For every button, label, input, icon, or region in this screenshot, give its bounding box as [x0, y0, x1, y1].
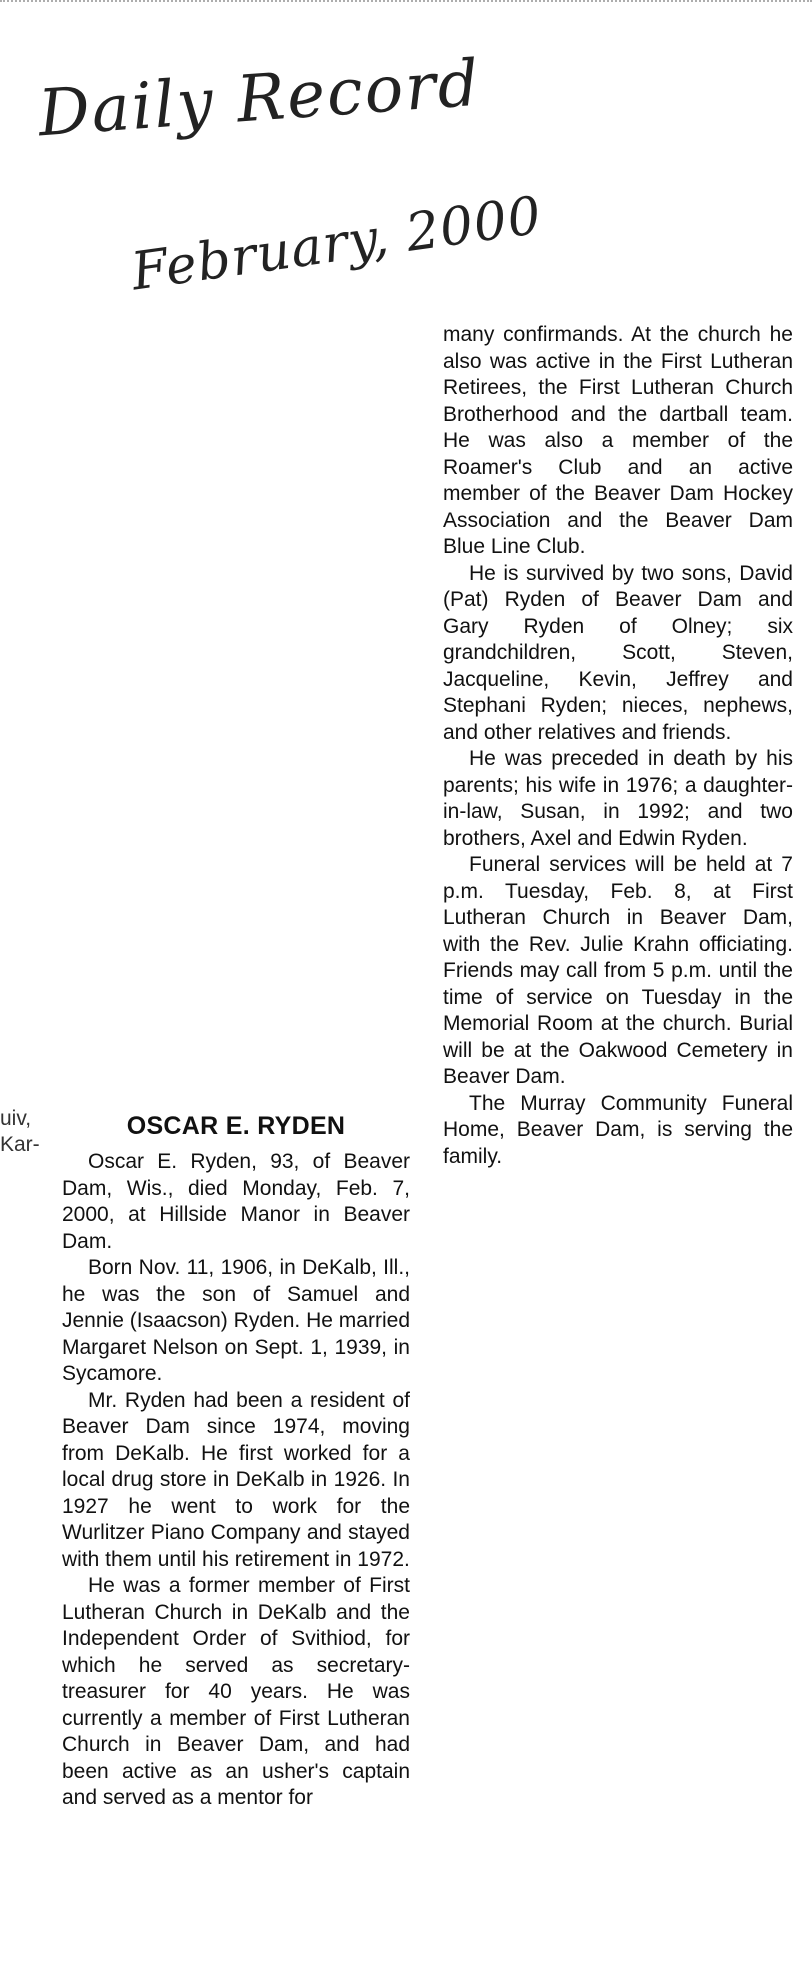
- article-right-column: [443, 322, 793, 1170]
- article-left-column: [62, 1149, 410, 1812]
- preceded-paragraph: He was preceded in death by his parents; his wife in 1976; a daughter-in-law, Susan, in 1992; and two brothers, Axel and Edwin Ryden.: [443, 747, 793, 850]
- career-paragraph: Mr. Ryden had been a resident of Beaver Dam since 1974, moving from DeKalb. He first worked for a local drug store in DeKalb in 1926. In 1927 he went to work for the Wurlitzer Piano Company and stayed with them until his retirement in 1972.: [62, 1388, 410, 1571]
- continuation-paragraph: many confirmands. At the church he also was active in the First Lutheran Retirees, the First Lutheran Church Brotherhood and the dartball team. He was also a member of the Roamer's Club and an active member of the Beaver Dam Hockey Association and the Beaver Dam Blue Line Club.: [443, 323, 793, 558]
- handwritten-publication: Daily Record: [35, 46, 483, 152]
- scan-edge-noise: [0, 0, 812, 8]
- services-paragraph: Funeral services will be held at 7 p.m. Tuesday, Feb. 8, at First Lutheran Church in Beaver Dam, with the Rev. Julie Krahn officiating. Friends may call from 5 p.m. until the time of service on Tuesday in the Memorial Room at the church. Burial will be at the Oakwood Cemetery in Beaver Dam.: [443, 853, 793, 1088]
- margin-fragment-line: Kar-: [0, 1133, 40, 1156]
- handwritten-date: February, 2000: [127, 185, 546, 303]
- survivors-paragraph: He is survived by two sons, David (Pat) Ryden of Beaver Dam and Gary Ryden of Olney; six grandchildren, Scott, Steven, Jacqueline, Kevin, Jeffrey and Stephani Ryden; nieces, nephews, and other relatives and friends.: [443, 561, 793, 744]
- church-paragraph: He was a former member of First Lutheran Church in DeKalb and the Independent Order of Svithiod, for which he served as secretary-treasurer for 40 years. He was currently a member of First Lutheran Church in Beaver Dam, and had been active as an usher's captain and served as a mentor for: [62, 1574, 410, 1809]
- margin-fragment: [0, 1106, 40, 1158]
- funeral-home-paragraph: The Murray Community Funeral Home, Beaver Dam, is serving the family.: [443, 1091, 793, 1168]
- margin-fragment-line: uiv,: [0, 1107, 32, 1130]
- death-notice-paragraph: Oscar E. Ryden, 93, of Beaver Dam, Wis., died Monday, Feb. 7, 2000, at Hillside Manor in Beaver Dam.: [62, 1150, 410, 1253]
- article-headline: OSCAR E. RYDEN: [126, 1112, 346, 1140]
- birth-paragraph: Born Nov. 11, 1906, in DeKalb, Ill., he was the son of Samuel and Jennie (Isaacson) Ryden. He married Margaret Nelson on Sept. 1, 1939, in Sycamore.: [62, 1256, 410, 1385]
